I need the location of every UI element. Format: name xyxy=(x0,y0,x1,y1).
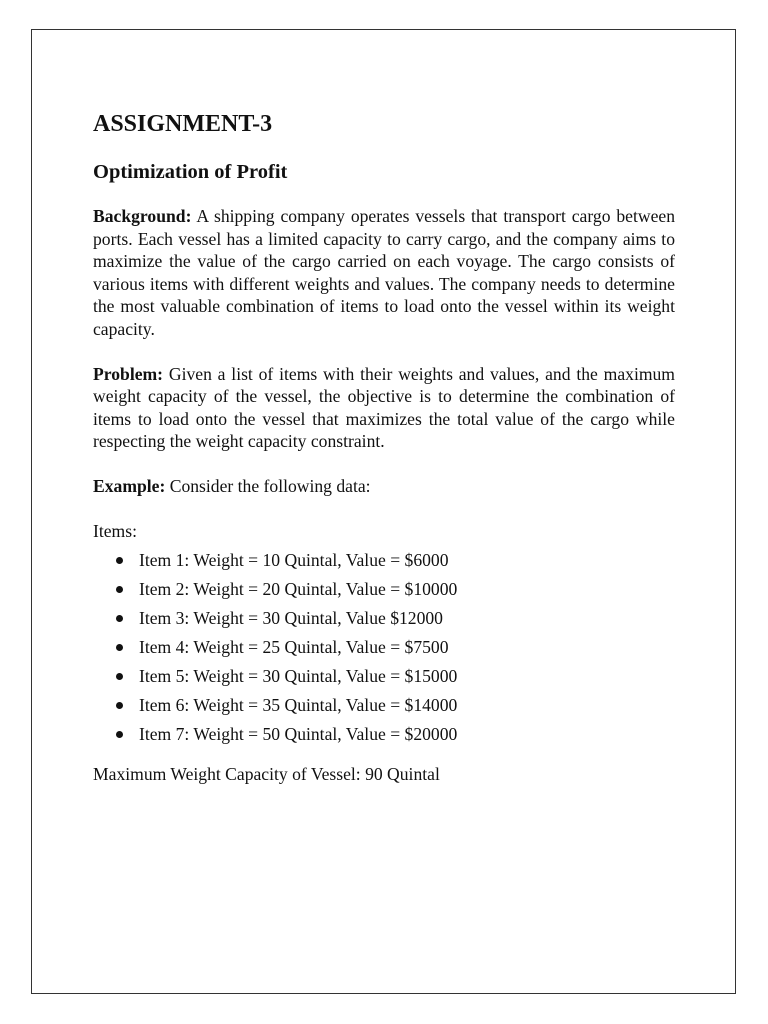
list-item xyxy=(93,575,675,604)
background-paragraph xyxy=(93,205,675,341)
item-text: Item 2: Weight = 20 Quintal, Value = $10000 xyxy=(139,579,458,600)
problem-text: Given a list of items with their weights and values, and the maximum weight capacity of the vessel, the objective is to determine the combination of items to load onto the vessel that maximizes the total value of the cargo while respecting the weight capacity constraint. xyxy=(93,363,675,452)
item-text: Item 6: Weight = 35 Quintal, Value = $14000 xyxy=(139,695,458,716)
list-item xyxy=(93,604,675,633)
list-item xyxy=(93,546,675,575)
list-item xyxy=(93,691,675,720)
bullet-icon xyxy=(116,702,123,709)
example-paragraph xyxy=(93,475,675,498)
item-text: Item 3: Weight = 30 Quintal, Value $12000 xyxy=(139,608,443,629)
background-label: Background: xyxy=(93,206,192,226)
bullet-icon xyxy=(116,557,123,564)
bullet-icon xyxy=(116,586,123,593)
bullet-icon xyxy=(116,673,123,680)
item-text: Item 5: Weight = 30 Quintal, Value = $15000 xyxy=(139,666,458,687)
item-list xyxy=(93,546,675,749)
background-text: A shipping company operates vessels that transport cargo between ports. Each vessel has a limited capacity to carry cargo, and the company aims to maximize the value of the cargo carried on each voyage. The cargo consists of various items with different weights and values. The company needs to determine the most valuable combination of items to load onto the vessel within its weight capacity. xyxy=(93,206,675,339)
example-text: Consider the following data: xyxy=(165,475,371,496)
bullet-icon xyxy=(116,731,123,738)
problem-paragraph xyxy=(93,363,675,453)
bullet-icon xyxy=(116,615,123,622)
bullet-icon xyxy=(116,644,123,651)
item-text: Item 7: Weight = 50 Quintal, Value = $20000 xyxy=(139,724,458,745)
capacity-text: Maximum Weight Capacity of Vessel: 90 Quintal xyxy=(93,764,440,785)
problem-label: Problem: xyxy=(93,363,164,384)
list-item xyxy=(93,720,675,749)
item-text: Item 1: Weight = 10 Quintal, Value = $6000 xyxy=(139,550,449,571)
document-subtitle: Optimization of Profit xyxy=(93,161,288,183)
list-item xyxy=(93,633,675,662)
items-heading: Items: xyxy=(93,520,137,541)
document-body xyxy=(93,108,675,786)
example-label: Example: xyxy=(93,475,166,496)
document-title: ASSIGNMENT-3 xyxy=(93,111,273,137)
item-text: Item 4: Weight = 25 Quintal, Value = $7500 xyxy=(139,637,449,658)
list-item xyxy=(93,662,675,691)
